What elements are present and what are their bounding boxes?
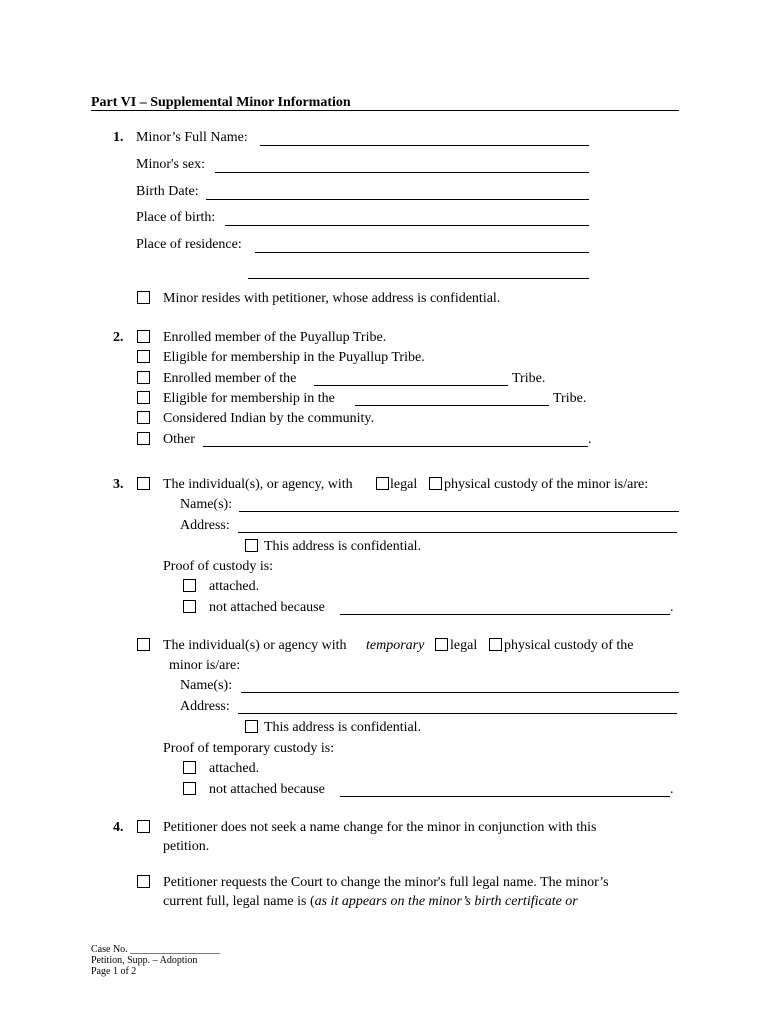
enrolled-puyallup-label: Enrolled member of the Puyallup Tribe.	[163, 330, 387, 345]
custody-names-label: Name(s):	[180, 497, 233, 512]
considered-indian-checkbox[interactable]	[137, 411, 150, 424]
section-4-number: 4.	[113, 820, 124, 835]
other-period: .	[588, 432, 592, 447]
temporary-physical-custody-checkbox[interactable]	[489, 638, 502, 651]
custody-address-confidential-label: This address is confidential.	[264, 539, 422, 554]
temporary-address-label: Address:	[180, 699, 230, 714]
temporary-names-field[interactable]	[241, 692, 679, 693]
residence-label: Place of residence:	[136, 237, 242, 252]
temporary-names-label: Name(s):	[180, 678, 233, 693]
no-name-change-checkbox[interactable]	[137, 820, 150, 833]
proof-attached-checkbox[interactable]	[183, 579, 196, 592]
temporary-word: temporary	[366, 638, 425, 653]
confidential-address-label: Minor resides with petitioner, whose address is confidential.	[163, 291, 501, 306]
proof-not-attached-label: not attached because	[209, 600, 325, 615]
temporary-legal-custody-checkbox[interactable]	[435, 638, 448, 651]
temporary-proof-attached-label: attached.	[209, 761, 260, 776]
custody-address-field[interactable]	[238, 532, 677, 533]
temporary-proof-attached-checkbox[interactable]	[183, 761, 196, 774]
custody-intro-label: The individual(s), or agency, with	[163, 477, 353, 492]
title-underline	[91, 110, 679, 111]
custody-address-label: Address:	[180, 518, 230, 533]
minor-sex-label: Minor's sex:	[136, 157, 206, 172]
name-change-line2-prefix: current full, legal name is (	[163, 894, 315, 909]
proof-of-temporary-custody-label: Proof of temporary custody is:	[163, 741, 335, 756]
enrolled-tribe-name-field[interactable]	[314, 385, 508, 386]
custody-address-confidential-checkbox[interactable]	[245, 539, 258, 552]
minor-full-name-field[interactable]	[260, 145, 589, 146]
eligible-other-tribe-checkbox[interactable]	[137, 391, 150, 404]
minor-sex-field[interactable]	[215, 172, 589, 173]
other-checkbox[interactable]	[137, 432, 150, 445]
footer-form-name: Petition, Supp. – Adoption	[91, 955, 198, 966]
birth-date-label: Birth Date:	[136, 184, 199, 199]
temporary-proof-not-attached-reason-field[interactable]	[340, 796, 670, 797]
footer-page-number: Page 1 of 2	[91, 966, 137, 977]
name-change-label-line1: Petitioner requests the Court to change the minor's full legal name. The minor’s	[163, 875, 609, 890]
legal-custody-checkbox[interactable]	[376, 477, 389, 490]
temporary-legal-custody-label: legal	[450, 638, 478, 653]
birth-date-field[interactable]	[206, 199, 589, 200]
custody-names-field[interactable]	[239, 511, 679, 512]
temporary-custody-intro-label: The individual(s) or agency with	[163, 638, 347, 653]
birth-place-field[interactable]	[225, 225, 589, 226]
other-label: Other	[163, 432, 195, 447]
proof-not-attached-reason-field[interactable]	[340, 614, 670, 615]
temporary-proof-not-attached-period: .	[670, 782, 674, 797]
temporary-address-confidential-checkbox[interactable]	[245, 720, 258, 733]
eligible-other-tribe-label: Eligible for membership in the	[163, 391, 335, 406]
proof-attached-label: attached.	[209, 579, 260, 594]
residence-field-line-2[interactable]	[248, 278, 589, 279]
birth-place-label: Place of birth:	[136, 210, 216, 225]
temporary-custody-line2: minor is/are:	[169, 658, 241, 673]
enrolled-other-tribe-label: Enrolled member of the	[163, 371, 297, 386]
eligible-tribe-suffix: Tribe.	[553, 391, 587, 406]
name-change-checkbox[interactable]	[137, 875, 150, 888]
physical-custody-checkbox[interactable]	[429, 477, 442, 490]
footer-case-no: Case No. __________________	[91, 944, 221, 955]
residence-field[interactable]	[255, 252, 589, 253]
minor-full-name-label: Minor’s Full Name:	[136, 130, 248, 145]
section-3-number: 3.	[113, 477, 124, 492]
confidential-address-checkbox[interactable]	[137, 291, 150, 304]
legal-custody-label: legal	[390, 477, 418, 492]
enrolled-other-tribe-checkbox[interactable]	[137, 371, 150, 384]
enrolled-tribe-suffix: Tribe.	[512, 371, 546, 386]
temporary-address-field[interactable]	[238, 713, 677, 714]
temporary-physical-custody-label: physical custody of the	[504, 638, 634, 653]
temporary-proof-not-attached-checkbox[interactable]	[183, 782, 196, 795]
eligible-puyallup-label: Eligible for membership in the Puyallup Tribe.	[163, 350, 425, 365]
enrolled-puyallup-checkbox[interactable]	[137, 330, 150, 343]
name-change-label-line2	[163, 893, 578, 911]
section-2-number: 2.	[113, 330, 124, 345]
section-1-number: 1.	[113, 130, 124, 145]
eligible-puyallup-checkbox[interactable]	[137, 350, 150, 363]
temporary-proof-not-attached-label: not attached because	[209, 782, 325, 797]
proof-not-attached-period: .	[670, 600, 674, 615]
custody-checkbox[interactable]	[137, 477, 150, 490]
physical-custody-label: physical custody of the minor is/are:	[444, 477, 649, 492]
considered-indian-label: Considered Indian by the community.	[163, 411, 374, 426]
no-name-change-label-line1: Petitioner does not seek a name change for the minor in conjunction with this	[163, 820, 597, 835]
no-name-change-label-line2: petition.	[163, 839, 210, 854]
proof-not-attached-checkbox[interactable]	[183, 600, 196, 613]
other-field[interactable]	[203, 446, 588, 447]
temporary-custody-checkbox[interactable]	[137, 638, 150, 651]
page-title: Part VI – Supplemental Minor Information	[91, 95, 351, 110]
name-change-line2-italic: as it appears on the minor’s birth certificate or	[314, 894, 578, 909]
proof-of-custody-label: Proof of custody is:	[163, 559, 274, 574]
temporary-address-confidential-label: This address is confidential.	[264, 720, 422, 735]
eligible-tribe-name-field[interactable]	[355, 405, 549, 406]
